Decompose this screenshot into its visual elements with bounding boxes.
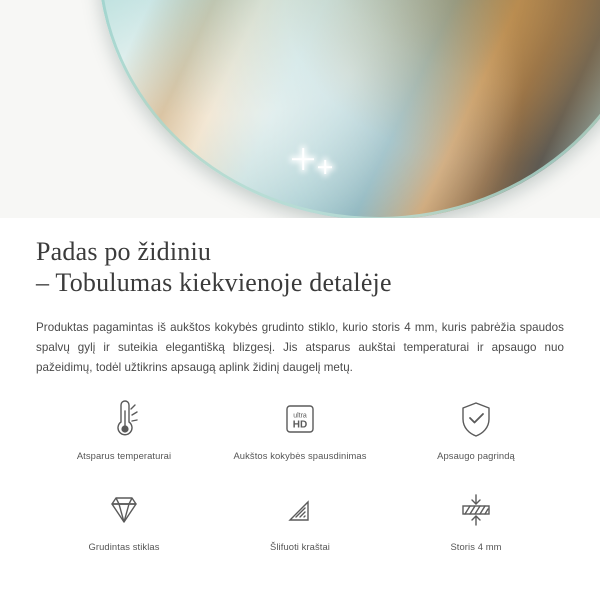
sparkle-icon [318,160,332,174]
feature-item [36,396,212,461]
feature-item [212,487,388,552]
headline-line-2: – Tobulumas kiekvienoje detalėje [36,268,392,297]
thickness-arrows-icon [454,487,498,533]
page-title [0,218,600,298]
feature-item [212,396,388,461]
feature-label: Šlifuoti kraštai [270,541,330,552]
sparkle-icon [292,148,314,170]
diamond-icon [102,487,146,533]
polished-edges-icon [278,487,322,533]
headline-line-1: Padas po židiniu [36,237,212,266]
shield-check-icon [456,396,496,442]
feature-label: Aukštos kokybės spausdinimas [233,450,367,461]
feature-label: Storis 4 mm [450,541,502,552]
svg-text:HD: HD [292,419,308,431]
thermometer-icon [104,396,144,442]
hero-image [0,0,600,218]
product-description-text: Produktas pagamintas iš aukštos kokybės grudinto stiklo, kurio storis 4 mm, kuris pabrėžia spaudos spalvų gylį ir suteikia elegantišką blizgesį. Jis atsparus aukštai temperaturai ir apsaugo nuo pažeidimų, todėl užtikrins apsaugą aplink židinį daugelį metų. [36,321,564,374]
feature-item [388,487,564,552]
feature-label: Grudintas stiklas [88,541,160,552]
feature-label: Apsaugo pagrindą [437,450,515,461]
marble-glass-pad-image [98,0,600,218]
feature-item [388,396,564,461]
svg-text:ultra: ultra [293,412,307,420]
pad-edge [98,0,600,218]
ultra-hd-icon [279,396,321,442]
feature-label: Atsparus temperaturai [76,450,172,461]
feature-item [36,487,212,552]
text-content [0,218,600,378]
feature-grid [36,396,564,552]
